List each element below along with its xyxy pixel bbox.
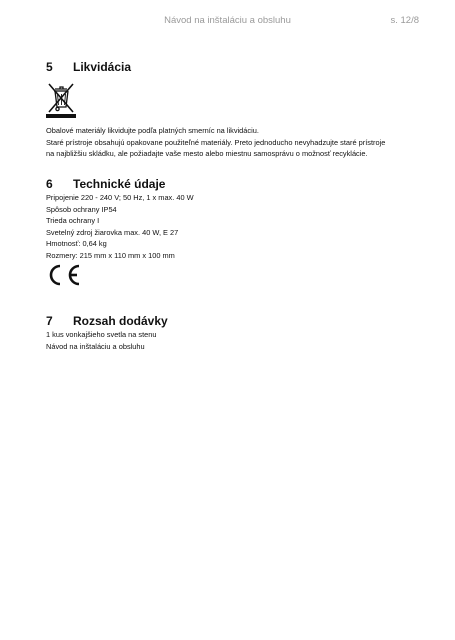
section-disposal xyxy=(46,60,426,74)
spec-line: Rozmery: 215 mm x 110 mm x 100 mm xyxy=(46,250,175,260)
section-heading xyxy=(46,177,426,191)
section-title: Rozsah dodávky xyxy=(73,314,168,328)
delivery-item: Návod na inštaláciu a obsluhu xyxy=(46,341,145,351)
delivery-item: 1 kus vonkajšieho svetla na stenu xyxy=(46,330,157,339)
page-header xyxy=(0,15,455,29)
section-heading xyxy=(46,60,426,74)
text-line: Staré prístroje obsahujú opakovane použiteľné materiály. Preto jednoducho nevyhadzujte staré prístroje xyxy=(46,137,386,147)
disposal-text xyxy=(46,125,426,160)
page-number: s. 12/8 xyxy=(390,15,419,26)
document-title: Návod na inštaláciu a obsluhu xyxy=(164,15,291,26)
section-number: 5 xyxy=(46,60,53,74)
text-line: Obalové materiály likvidujte podľa platných smerníc na likvidáciu. xyxy=(46,126,259,135)
spec-line: Svetelný zdroj žiarovka max. 40 W, E 27 xyxy=(46,227,179,237)
text-line: na najbližšiu skládku, ale požiadajte vaše mesto alebo miestnu samosprávu o možnosť recyklácie. xyxy=(46,149,368,159)
section-number: 7 xyxy=(46,314,53,328)
spec-line: Pripojenie 220 - 240 V; 50 Hz, 1 x max. 40 W xyxy=(46,193,194,202)
section-title: Technické údaje xyxy=(73,177,166,191)
weee-bin-icon xyxy=(46,80,76,118)
spec-line: Trieda ochrany I xyxy=(46,216,100,226)
spec-line: Hmotnosť: 0,64 kg xyxy=(46,239,107,249)
section-heading xyxy=(46,314,426,328)
section-technical-data xyxy=(46,177,426,262)
ce-mark-icon xyxy=(46,263,82,287)
section-delivery-scope xyxy=(46,314,426,352)
section-number: 6 xyxy=(46,177,53,191)
spec-line: Spôsob ochrany IP54 xyxy=(46,204,117,214)
section-title: Likvidácia xyxy=(73,60,132,74)
